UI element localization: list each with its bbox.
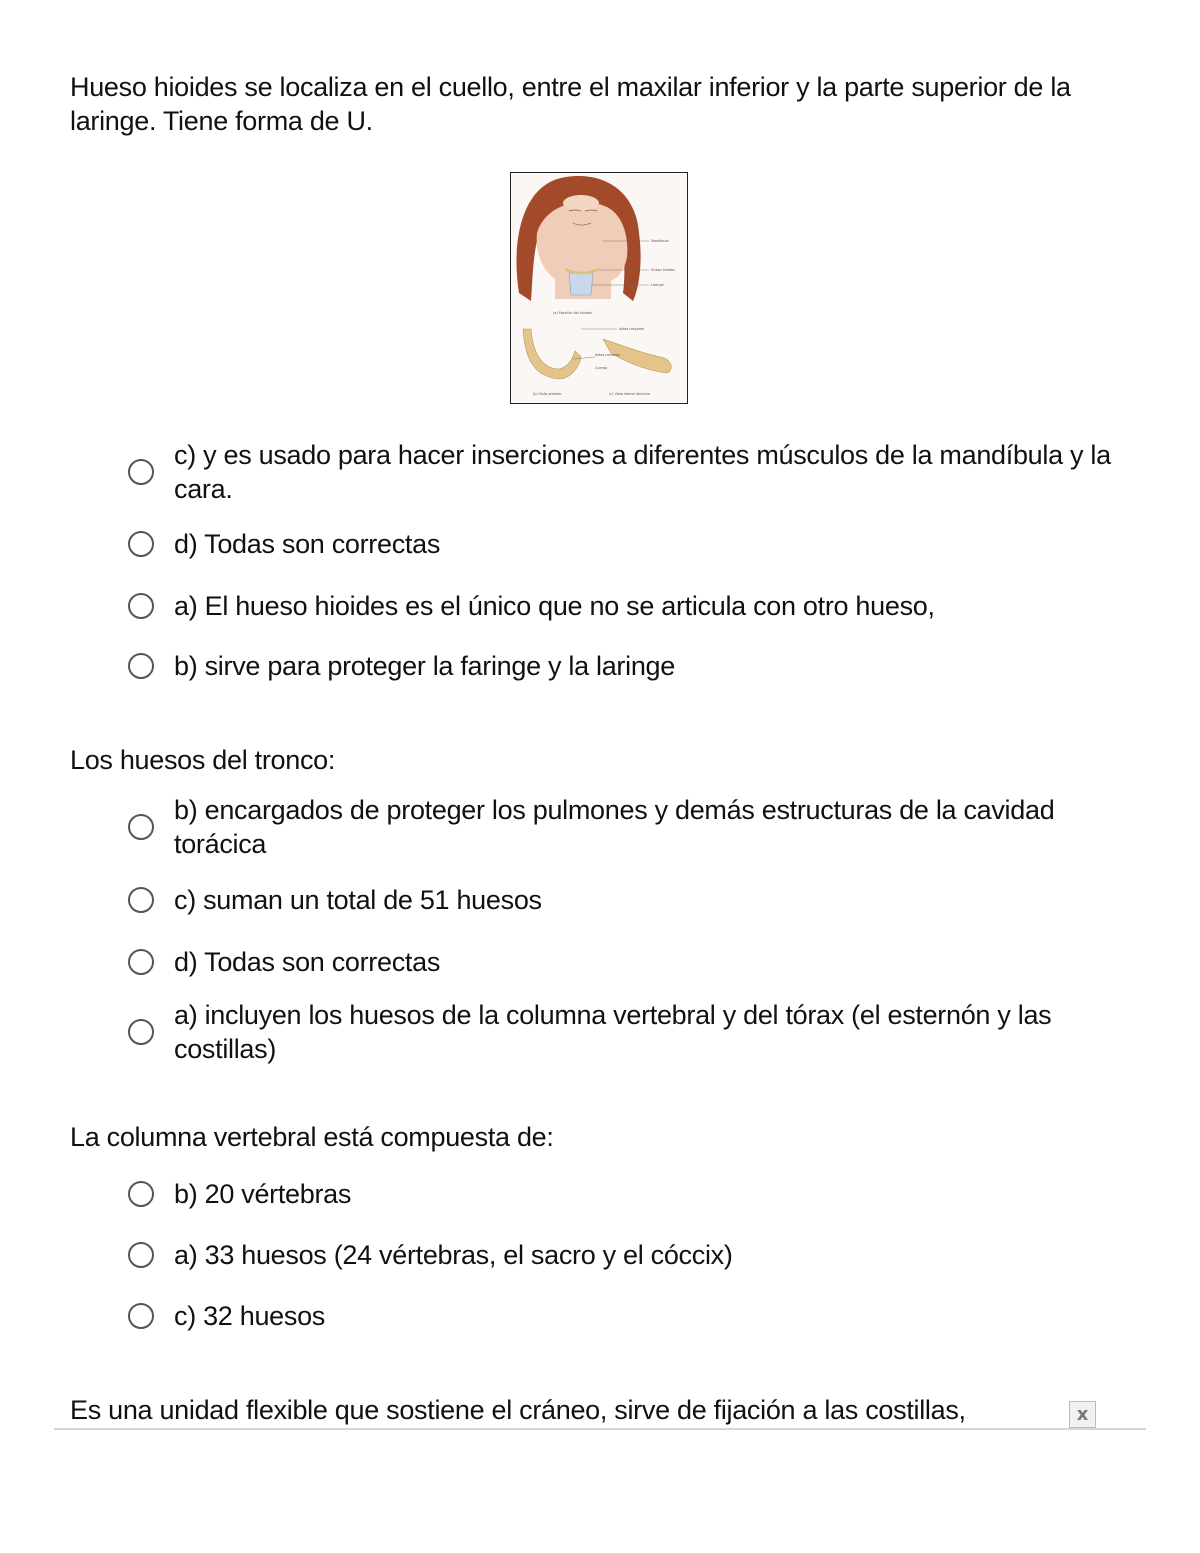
option-label: c) 32 huesos <box>174 1301 325 1331</box>
question-2-title: Los huesos del tronco: <box>70 745 336 775</box>
question-3-title: La columna vertebral está compuesta de: <box>70 1122 554 1152</box>
option-label: d) Todas son correctas <box>174 529 441 559</box>
option-label: a) incluyen los huesos de la columna vertebral y del tórax (el esternón y las costillas) <box>174 1000 1052 1064</box>
q1-option-a[interactable] <box>128 589 1128 623</box>
radio-button[interactable] <box>128 1303 154 1329</box>
radio-button[interactable] <box>128 949 154 975</box>
question-1-title: Hueso hioides se localiza en el cuello, entre el maxilar inferior y la parte superior de la laringe. Tiene forma de U. <box>70 72 1071 136</box>
option-label: a) El hueso hioides es el único que no se articula con otro hueso, <box>174 591 935 621</box>
q2-option-c[interactable] <box>128 883 1128 917</box>
hyoid-bone-illustration <box>510 172 688 404</box>
option-label: c) y es usado para hacer inserciones a diferentes músculos de la mandíbula y la cara. <box>174 440 1111 504</box>
caption-a: (a) Posición del hioides <box>553 311 592 315</box>
q1-option-c[interactable] <box>128 438 1128 506</box>
radio-button[interactable] <box>128 459 154 485</box>
caption-b: (b) Vista anterior <box>533 392 562 396</box>
option-label: b) encargados de proteger los pulmones y demás estructuras de la cavidad torácica <box>174 795 1055 859</box>
radio-button[interactable] <box>128 593 154 619</box>
option-label: a) 33 huesos (24 vértebras, el sacro y el cóccix) <box>174 1240 733 1270</box>
q3-option-b[interactable] <box>128 1177 1128 1211</box>
option-label: d) Todas son correctas <box>174 947 441 977</box>
label-asta-mayor: Astas mayores <box>619 327 644 331</box>
radio-button[interactable] <box>128 531 154 557</box>
option-label: c) suman un total de 51 huesos <box>174 885 542 915</box>
radio-button[interactable] <box>128 814 154 840</box>
radio-button[interactable] <box>128 1181 154 1207</box>
q2-option-d[interactable] <box>128 945 1128 979</box>
divider <box>54 1428 1146 1430</box>
close-icon[interactable]: x <box>1069 1401 1096 1428</box>
caption-c: (c) Vista lateral derecha <box>609 392 650 396</box>
label-asta-menor: Astas menores <box>595 353 621 357</box>
label-laringe: Laringe <box>651 283 664 287</box>
label-hioides: Hueso hioides <box>651 268 675 272</box>
q2-option-b[interactable] <box>128 793 1128 861</box>
q3-option-c[interactable] <box>128 1299 1128 1333</box>
label-mandibula: Mandíbula <box>651 239 669 243</box>
q3-option-a[interactable] <box>128 1238 1128 1272</box>
option-label: b) 20 vértebras <box>174 1179 352 1209</box>
label-cuerpo: Cuerpo <box>595 366 608 370</box>
radio-button[interactable] <box>128 887 154 913</box>
option-label: b) sirve para proteger la faringe y la laringe <box>174 651 675 681</box>
q2-option-a[interactable] <box>128 998 1128 1066</box>
radio-button[interactable] <box>128 653 154 679</box>
radio-button[interactable] <box>128 1019 154 1045</box>
q1-option-b[interactable] <box>128 649 1128 683</box>
question-4-title: Es una unidad flexible que sostiene el cráneo, sirve de fijación a las costillas, <box>70 1395 966 1425</box>
radio-button[interactable] <box>128 1242 154 1268</box>
q1-option-d[interactable] <box>128 527 1128 561</box>
